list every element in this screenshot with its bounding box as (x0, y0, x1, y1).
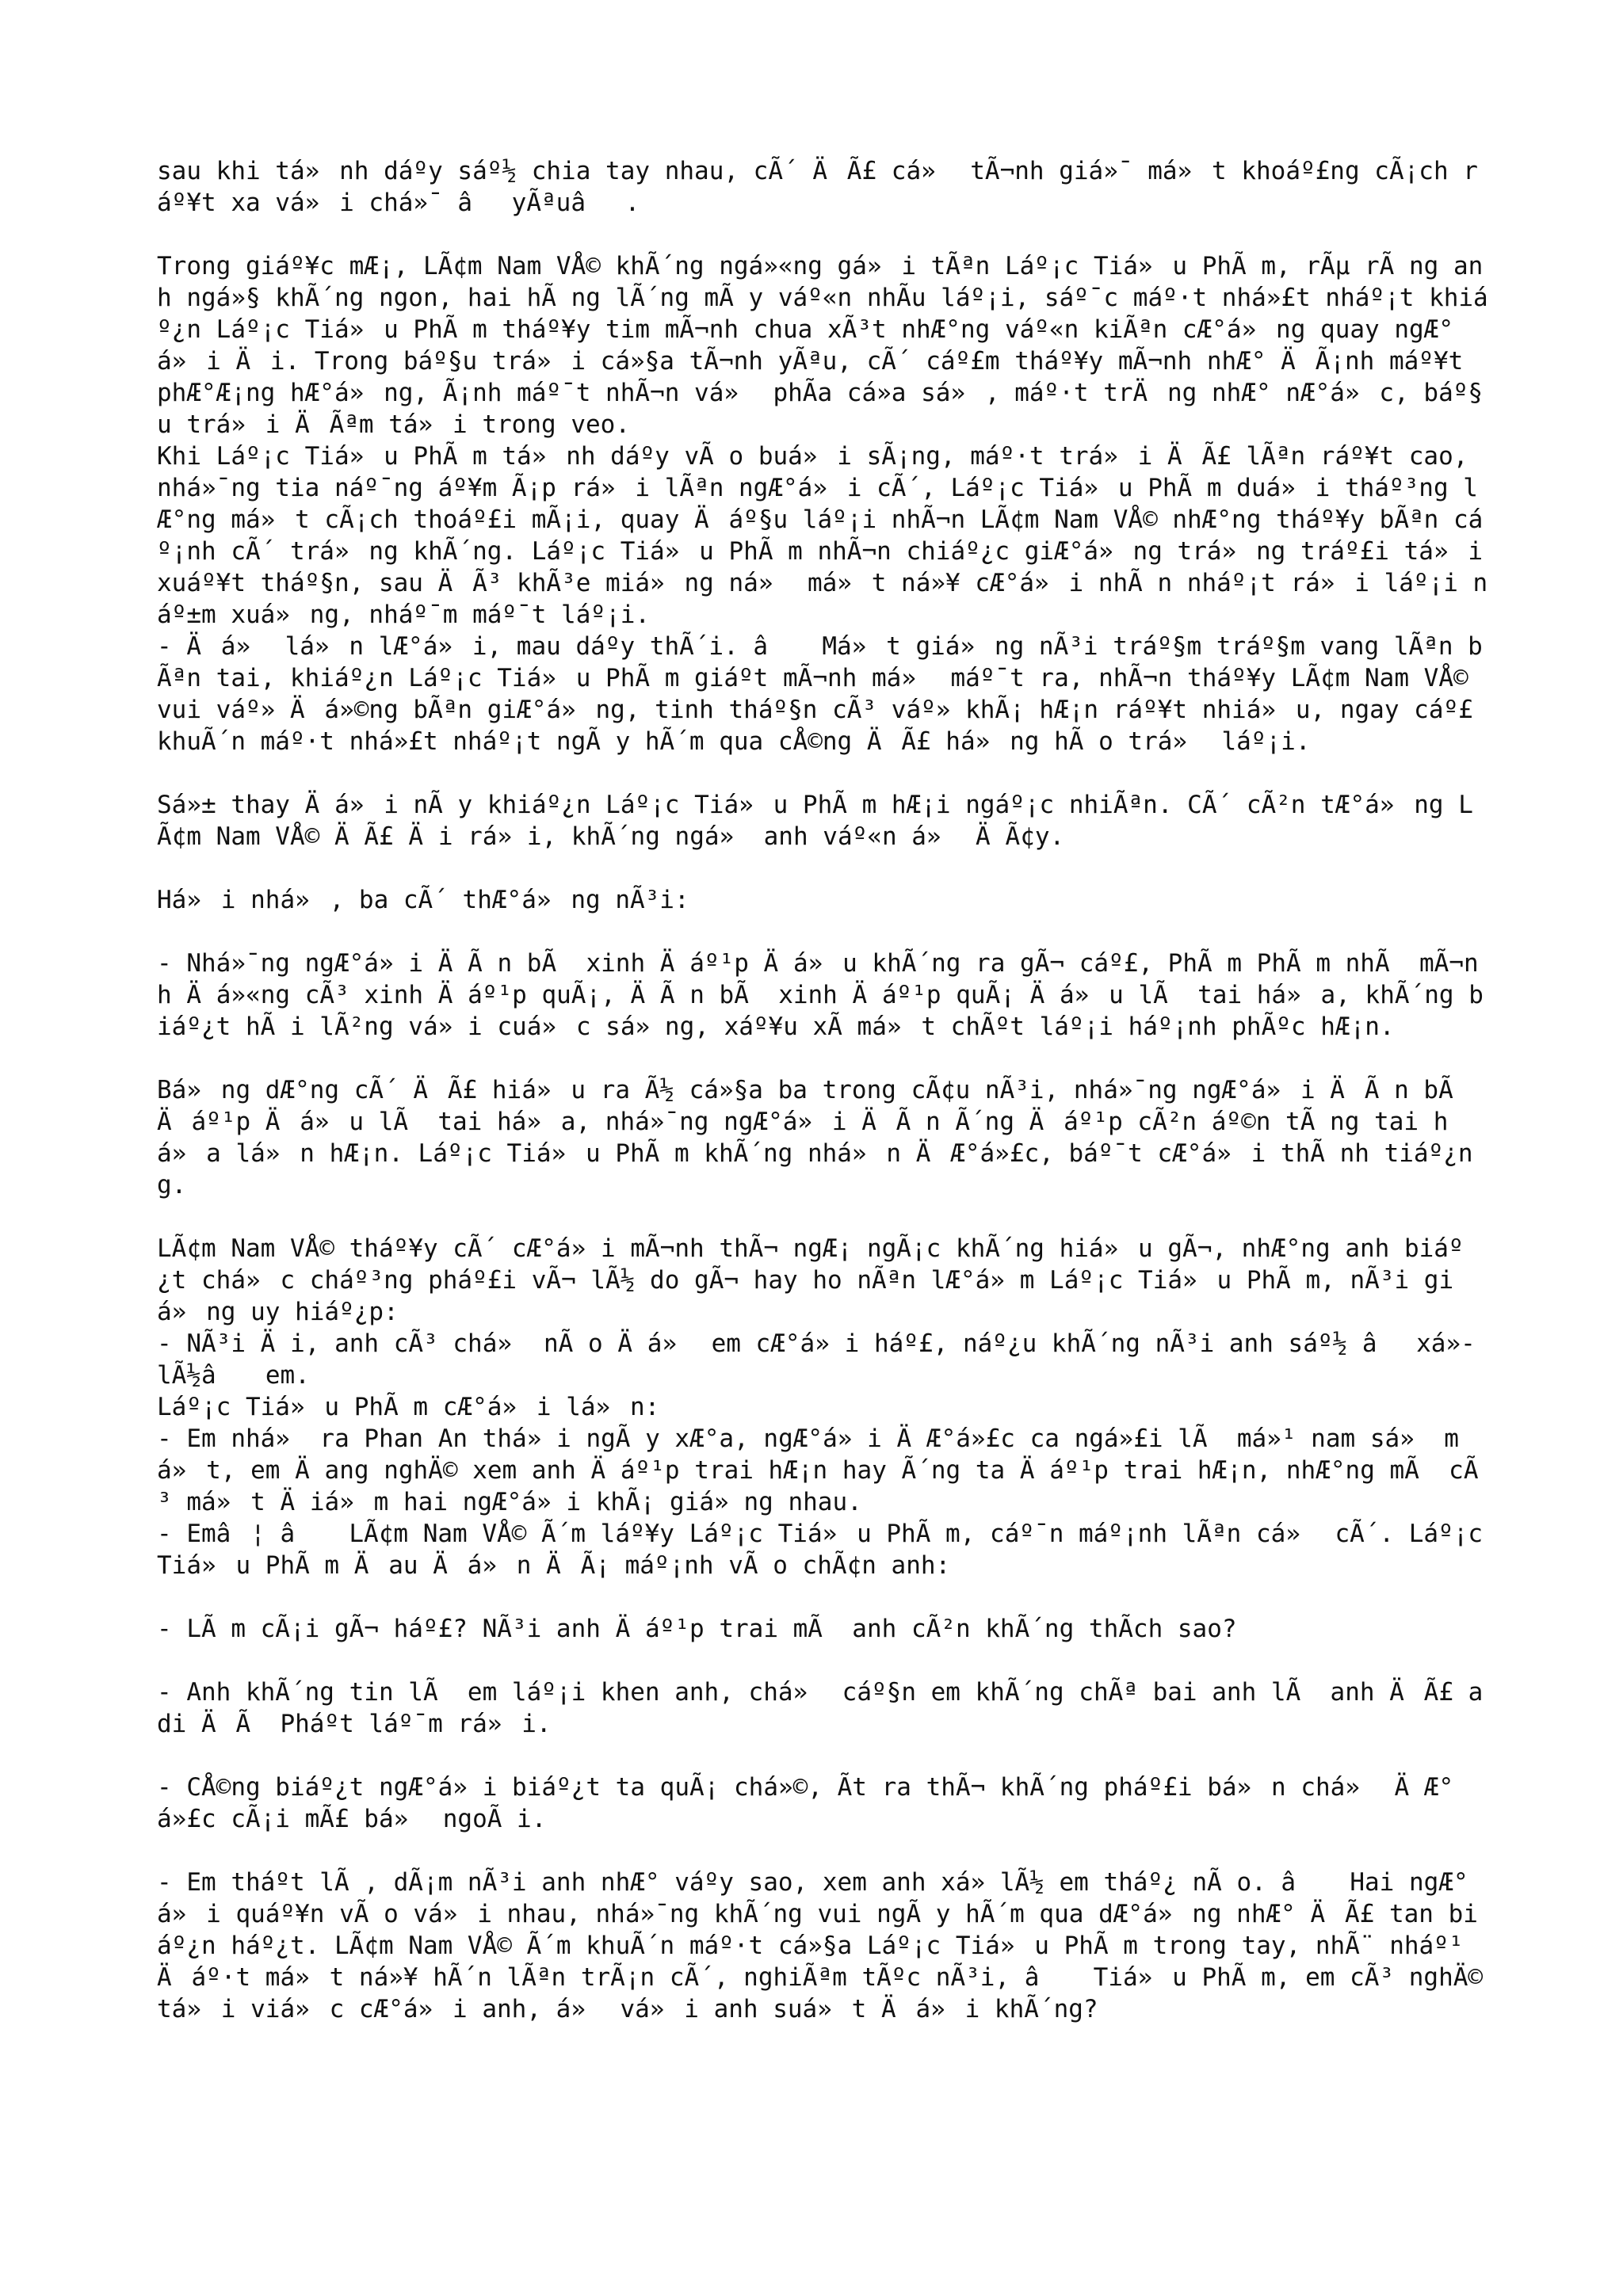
paragraph-9: - Anh khÃ´ng tin lÃ em láº¡i khen anh, chá» cáº§n em khÃ´ng chÃª bai anh lÃ anh ÄÃ£ a di ÄÃ Pháºt láº¯m rá»i. (157, 1678, 1499, 1738)
paragraph-10: - CÅ©ng biáº¿t ngÆ°á»i biáº¿t ta quÃ¡ chá»©, Ãt ra thÃ¬ khÃ´ng pháº£i bá»n chá» ÄÆ°á»£c cÃ¡i mÃ£ bá» ngoÃ i. (157, 1773, 1454, 1833)
paragraph-4: Há»i nhá», ba cÃ´ thÆ°á»ng nÃ³i: (157, 886, 689, 914)
paragraph-5: - Nhá»¯ng ngÆ°á»i ÄÃ n bÃ xinh Äáº¹p Äá»u khÃ´ng ra gÃ¬ cáº£, PhÃ m PhÃ m nhÃ mÃ¬nh Äá»«ng cÃ³ xinh Äáº¹p quÃ¡, ÄÃ n bÃ xinh Äáº¹p quÃ¡ Äá»u lÃ tai há»a, khÃ´ng biáº¿t hÃ i lÃ²ng vá»i cuá»c sá»ng, xáº¥u xÃ má»t chÃºt láº¡i háº¡nh phÃºc hÆ¡n. (157, 949, 1484, 1041)
document-page (157, 155, 1499, 2057)
paragraph-6: Bá»ng dÆ°ng cÃ´ ÄÃ£ hiá»u ra Ã½ cá»§a ba trong cÃ¢u nÃ³i, nhá»¯ng ngÆ°á»i ÄÃ n bÃ Äáº¹p Äá»u lÃ tai há»a, nhá»¯ng ngÆ°á»i ÄÃ n Ã´ng Äáº¹p cÃ²n áº©n tÃ ng tai há»a lá»n hÆ¡n. Láº¡c Tiá»u PhÃ m khÃ´ng nhá»n ÄÆ°á»£c, báº¯t cÆ°á»i thÃ nh tiáº¿ng. (157, 1076, 1484, 1199)
paragraph-2: Trong giáº¥c mÆ¡, LÃ¢m Nam VÅ© khÃ´ng ngá»«ng gá»i tÃªn Láº¡c Tiá»u PhÃ m, rÃµ rÃ ng anh ngá»§ khÃ´ng ngon, hai hÃ ng lÃ´ng mÃ y váº«n nhÃu láº¡i, sáº¯c máº·t nhá»£t nháº¡t khiáº¿n Láº¡c Tiá»u PhÃ m tháº¥y tim mÃ¬nh chua xÃ³t nhÆ°ng váº«n kiÃªn cÆ°á»ng quay ngÆ°á»i Äi. Trong báº§u trá»i cá»§a tÃ¬nh yÃªu, cÃ´ cáº£m tháº¥y mÃ¬nh nhÆ° ÄÃ¡nh máº¥t phÆ°Æ¡ng hÆ°á»ng, Ã¡nh máº¯t nhÃ¬n vá» phÃa cá»a sá», máº·t trÄng nhÆ° nÆ°á»c, báº§u trá»i ÄÃªm tá»i trong veo. Khi Láº¡c Tiá»u PhÃ m tá»nh dáºy vÃ o buá»i sÃ¡ng, máº·t trá»i ÄÃ£ lÃªn ráº¥t cao, nhá»¯ng tia náº¯ng áº¥m Ã¡p rá»i lÃªn ngÆ°á»i cÃ´, Láº¡c Tiá»u PhÃ m duá»i tháº³ng lÆ°ng má»t cÃ¡ch thoáº£i mÃ¡i, quay Äáº§u láº¡i nhÃ¬n LÃ¢m Nam VÅ© nhÆ°ng tháº¥y bÃªn cáº¡nh cÃ´ trá»ng khÃ´ng. Láº¡c Tiá»u PhÃ m nhÃ¬n chiáº¿c giÆ°á»ng trá»ng tráº£i tá»i xuáº¥t tháº§n, sau ÄÃ³ khÃ³e miá»ng ná» má»t ná»¥ cÆ°á»i nhÃ n nháº¡t rá»i láº¡i náº±m xuá»ng, nháº¯m máº¯t láº¡i. - Äá» lá»n lÆ°á»i, mau dáºy thÃ´i. â Má»t giá»ng nÃ³i tráº§m tráº§m vang lÃªn bÃªn tai, khiáº¿n Láº¡c Tiá»u PhÃ m giáºt mÃ¬nh má» máº¯t ra, nhÃ¬n tháº¥y LÃ¢m Nam VÅ© vui váº» Äá»©ng bÃªn giÆ°á»ng, tinh tháº§n cÃ³ váº» khÃ¡ hÆ¡n ráº¥t nhiá»u, ngay cáº£ khuÃ´n máº·t nhá»£t nháº¡t ngÃ y hÃ´m qua cÅ©ng ÄÃ£ há»ng hÃ o trá» láº¡i. (157, 252, 1488, 756)
paragraph-3: Sá»± thay Äá»i nÃ y khiáº¿n Láº¡c Tiá»u PhÃ m hÆ¡i ngáº¡c nhiÃªn. CÃ´ cÃ²n tÆ°á»ng LÃ¢m Nam VÅ© ÄÃ£ Äi rá»i, khÃ´ng ngá» anh váº«n á» ÄÃ¢y. (157, 791, 1473, 851)
paragraph-11: - Em tháºt lÃ , dÃ¡m nÃ³i anh nhÆ° váºy sao, xem anh xá» lÃ½ em tháº¿ nÃ o. â Hai ngÆ°á»i quáº¥n vÃ o vá»i nhau, nhá»¯ng khÃ´ng vui ngÃ y hÃ´m qua dÆ°á»ng nhÆ° ÄÃ£ tan biáº¿n háº¿t. LÃ¢m Nam VÅ© Ã´m khuÃ´n máº·t cá»§a Láº¡c Tiá»u PhÃ m trong tay, nhÃ¨ nháº¹ Äáº·t má»t ná»¥ hÃ´n lÃªn trÃ¡n cÃ´, nghiÃªm tÃºc nÃ³i, â Tiá»u PhÃ m, em cÃ³ nghÄ© tá»i viá»c cÆ°á»i anh, á» vá»i anh suá»t Äá»i khÃ´ng? (157, 1868, 1498, 2023)
paragraph-1: sau khi tá»nh dáºy sáº½ chia tay nhau, cÃ´ ÄÃ£ cá» tÃ¬nh giá»¯ má»t khoáº£ng cÃ¡ch ráº¥t xa vá»i chá»¯ âyÃªuâ. (157, 157, 1478, 217)
paragraph-8: - LÃ m cÃ¡i gÃ¬ háº£? NÃ³i anh Äáº¹p trai mÃ anh cÃ²n khÃ´ng thÃch sao? (157, 1615, 1237, 1643)
paragraph-7: LÃ¢m Nam VÅ© tháº¥y cÃ´ cÆ°á»i mÃ¬nh thÃ¬ ngÆ¡ ngÃ¡c khÃ´ng hiá»u gÃ¬, nhÆ°ng anh biáº¿t chá»c cháº³ng pháº£i vÃ¬ lÃ½ do gÃ¬ hay ho nÃªn lÆ°á»m Láº¡c Tiá»u PhÃ m, nÃ³i giá»ng uy hiáº¿p: - NÃ³i Äi, anh cÃ³ chá» nÃ o Äá» em cÆ°á»i háº£, náº¿u khÃ´ng nÃ³i anh sáº½ âxá» lÃ½â em. Láº¡c Tiá»u PhÃ m cÆ°á»i lá»n: - Em nhá» ra Phan An thá»i ngÃ y xÆ°a, ngÆ°á»i ÄÆ°á»£c ca ngá»£i lÃ má»¹ nam sá» má»t, em Äang nghÄ© xem anh Äáº¹p trai hÆ¡n hay Ã´ng ta Äáº¹p trai hÆ¡n, nhÆ°ng mÃ cÃ³ má»t Äiá»m hai ngÆ°á»i khÃ¡ giá»ng nhau. - Emâ¦ â LÃ¢m Nam VÅ© Ã´m láº¥y Láº¡c Tiá»u PhÃ m, cáº¯n máº¡nh lÃªn cá» cÃ´. Láº¡c Tiá»u PhÃ m Äau Äá»n ÄÃ¡ máº¡nh vÃ o chÃ¢n anh: (157, 1234, 1484, 1580)
